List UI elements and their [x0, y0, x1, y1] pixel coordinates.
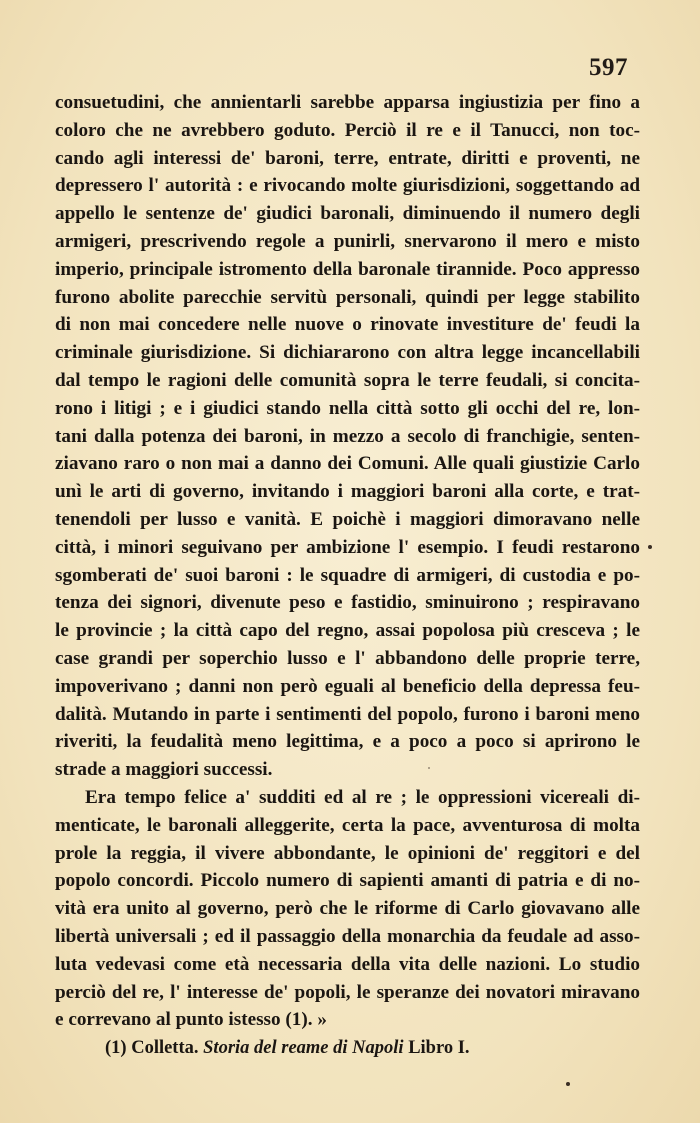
- text-line: impoverivano ; danni non però eguali al beneficio della depressa feu-: [55, 675, 640, 697]
- text-line: coloro che ne avrebbero goduto. Perciò il re e il Tanucci, non toc-: [55, 119, 640, 141]
- text-line: libertà universali ; ed il passaggio della monarchia da feudale ad asso-: [55, 925, 640, 947]
- text-line: riveriti, la feudalità meno legittima, e a poco a poco si aprirono le: [55, 731, 640, 753]
- text-line: tani dalla potenza dei baroni, in mezzo a secolo di franchigie, senten-: [55, 425, 640, 447]
- text-line: depressero l' autorità : e rivocando molte giurisdizioni, soggettando ad: [55, 175, 640, 197]
- text-line: furono abolite parecchie servitù personali, quindi per legge stabilito: [55, 286, 640, 308]
- ink-speck: [428, 767, 430, 769]
- text-line: e correvano al punto istesso (1). »: [55, 1009, 327, 1031]
- text-line: ziavano raro o non mai a danno dei Comuni. Alle quali giustizie Carlo: [55, 453, 640, 475]
- text-line: perciò del re, l' interesse de' popoli, le speranze dei novatori miravano: [55, 981, 640, 1003]
- paragraph-1: [55, 89, 640, 784]
- text-line: di non mai concedere nelle nuove o rinovate investiture de' feudi la: [55, 314, 640, 336]
- text-line: imperio, principale istromento della baronale tirannide. Poco appresso: [55, 258, 640, 280]
- text-line: vità era unito al governo, però che le riforme di Carlo giovavano alle: [55, 898, 640, 920]
- text-line: criminale giurisdizione. Si dichiararono con altra legge incancellabili: [55, 342, 640, 364]
- footnote: [105, 1038, 470, 1059]
- text-line: consuetudini, che annientarli sarebbe apparsa ingiustizia per fino a: [55, 92, 640, 113]
- text-line: tenendoli per lusso e vanità. E poichè i maggiori dimoravano nelle: [55, 508, 640, 530]
- footnote-marker: (1): [105, 1038, 127, 1058]
- text-line: dal tempo le ragioni delle comunità sopra le terre feudali, si concita-: [55, 369, 640, 391]
- text-line: menticate, le baronali alleggerite, certa la pace, avventurosa di molta: [55, 814, 640, 836]
- ink-speck: [566, 1082, 570, 1086]
- text-line: rono i litigi ; e i giudici stando nella città sotto gli occhi del re, lon-: [55, 397, 640, 419]
- body-text: [55, 89, 640, 1034]
- footnote-author: Colletta.: [131, 1038, 199, 1058]
- text-line: dalità. Mutando in parte i sentimenti del popolo, furono i baroni meno: [55, 703, 640, 725]
- text-line: le provincie ; la città capo del regno, assai popolosa più cresceva ; le: [55, 620, 640, 642]
- text-line: appello le sentenze de' giudici baronali, diminuendo il numero degli: [55, 203, 640, 225]
- text-line: Era tempo felice a' sudditi ed al re ; le oppressioni vicereali di-: [85, 786, 640, 808]
- text-line: popolo concordi. Piccolo numero di sapienti amanti di patria e di no-: [55, 870, 640, 892]
- text-line: strade a maggiori successi.: [55, 759, 273, 781]
- text-line: sgomberati de' suoi baroni : le squadre di armigeri, di custodia e po-: [55, 564, 640, 586]
- text-line: luta vedevasi come età necessaria della vita delle nazioni. Lo studio: [55, 953, 640, 975]
- text-line: cando agli interessi de' baroni, terre, entrate, diritti e proventi, ne: [55, 147, 640, 169]
- paragraph-2: [55, 784, 640, 1034]
- text-line: unì le arti di governo, invitando i maggiori baroni alla corte, e trat-: [55, 481, 640, 503]
- text-line: case grandi per soperchio lusso e l' abbandono delle proprie terre,: [55, 647, 640, 669]
- footnote-title: Storia del reame di Napoli: [203, 1038, 404, 1058]
- text-line: tenza dei signori, divenute peso e fastidio, sminuirono ; respiravano: [55, 592, 640, 614]
- text-line: prole la reggia, il vivere abbondante, le opinioni de' reggitori e del: [55, 842, 640, 864]
- footnote-reference: Libro I.: [408, 1038, 470, 1058]
- text-line: città, i minori seguivano per ambizione l' esempio. I feudi restarono: [55, 536, 640, 558]
- page-number: 597: [589, 54, 628, 81]
- text-line: armigeri, prescrivendo regole a punirli, snervarono il mero e misto: [55, 230, 640, 252]
- ink-speck: [648, 545, 652, 549]
